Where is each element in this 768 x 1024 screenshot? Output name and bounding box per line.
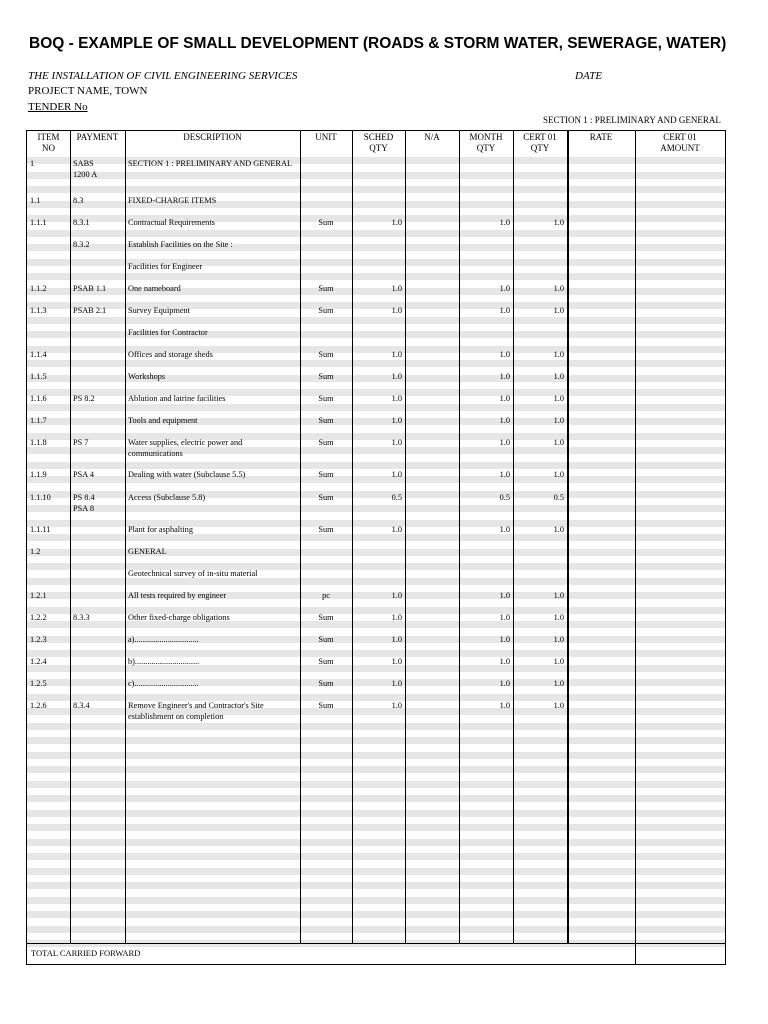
cell-payment: 8.3.3 [73,613,90,622]
cell-description: a)............................... [128,635,199,644]
row-stripe [27,781,725,788]
row-stripe [27,766,725,773]
document-subtitle: THE INSTALLATION OF CIVIL ENGINEERING SERVICES [28,70,298,82]
cell-unit: Sum [318,701,334,710]
cell-description: All tests required by engineer [128,591,227,600]
cell-item: 1.1.11 [30,525,51,534]
cell-unit: Sum [318,218,334,227]
cell-sched-qty: 1.0 [391,525,402,534]
project-name: PROJECT NAME, TOWN [28,85,148,97]
cell-cert-qty: 1.0 [553,218,564,227]
cell-month-qty: 1.0 [499,591,510,600]
cell-cert-qty: 1.0 [553,416,564,425]
row-stripe [27,882,725,889]
column-divider [405,131,406,943]
row-stripe [27,404,725,411]
cell-cert-qty: 1.0 [553,284,564,293]
cell-description: Dealing with water (Subclause 5.5) [128,470,246,479]
cell-payment: 8.3.2 [73,240,90,249]
cell-unit: Sum [318,470,334,479]
cell-payment: PSA 4 [73,470,94,479]
row-stripe [27,317,725,324]
cell-payment: PS 8.4 PSA 8 [73,493,95,513]
cell-payment: PS 8.2 [73,394,95,403]
cell-month-qty: 1.0 [499,613,510,622]
cell-description: Contractual Requirements [128,218,215,227]
cell-month-qty: 1.0 [499,284,510,293]
cell-item: 1.1.4 [30,350,47,359]
cell-month-qty: 1.0 [499,525,510,534]
cell-item: 1.2 [30,547,41,556]
tender-number: TENDER No [28,101,88,113]
cell-sched-qty: 1.0 [391,394,402,403]
row-stripe [27,172,725,179]
cell-item: 1.1 [30,196,41,205]
cell-month-qty: 1.0 [499,306,510,315]
cell-sched-qty: 1.0 [391,657,402,666]
cell-description: Ablution and latrine facilities [128,394,226,403]
boq-table [26,130,726,965]
total-carried-forward: TOTAL CARRIED FORWARD [31,948,141,958]
cell-item: 1.2.4 [30,657,47,666]
row-stripe [27,926,725,933]
cell-item: 1.2.1 [30,591,47,600]
cell-sched-qty: 1.0 [391,218,402,227]
cell-month-qty: 1.0 [499,438,510,447]
cell-cert-qty: 1.0 [553,438,564,447]
column-divider [300,131,301,943]
row-stripe [27,752,725,759]
cell-description: FIXED-CHARGE ITEMS [128,196,217,205]
cell-month-qty: 1.0 [499,635,510,644]
cell-month-qty: 1.0 [499,350,510,359]
cell-description: Other fixed-charge obligations [128,613,230,622]
date-label: DATE [575,70,603,82]
column-header-month-qty: MONTH QTY [469,132,503,153]
cell-cert-qty: 1.0 [553,679,564,688]
cell-sched-qty: 1.0 [391,416,402,425]
row-stripe [27,853,725,860]
cell-unit: Sum [318,679,334,688]
cell-sched-qty: 1.0 [391,679,402,688]
cell-cert-qty: 1.0 [553,372,564,381]
column-header-cert-qty: CERT 01 QTY [523,132,557,153]
cell-month-qty: 1.0 [499,372,510,381]
section-heading: SECTION 1 : PRELIMINARY AND GENERAL [543,115,721,125]
cell-month-qty: 1.0 [499,657,510,666]
cell-month-qty: 1.0 [499,701,510,710]
cell-unit: Sum [318,613,334,622]
cell-item: 1.1.6 [30,394,47,403]
cell-month-qty: 1.0 [499,470,510,479]
row-stripe [27,868,725,875]
cell-cert-qty: 1.0 [553,701,564,710]
cell-unit: Sum [318,284,334,293]
cell-item: 1.1.7 [30,416,47,425]
column-header-cert-amount: CERT 01 AMOUNT [660,132,700,153]
cell-item: 1.2.6 [30,701,47,710]
column-header-payment: PAYMENT [76,132,119,142]
cell-description: Tools and equipment [128,416,198,425]
cell-month-qty: 1.0 [499,394,510,403]
row-stripe [27,230,725,237]
cell-unit: pc [322,591,330,600]
cell-sched-qty: 1.0 [391,372,402,381]
cell-sched-qty: 1.0 [391,701,402,710]
cell-cert-qty: 1.0 [553,306,564,315]
row-stripe [27,505,725,512]
row-stripe [27,839,725,846]
cell-description: SECTION 1 : PRELIMINARY AND GENERAL [128,159,293,168]
cell-cert-qty: 1.0 [553,635,564,644]
cell-unit: Sum [318,657,334,666]
cell-sched-qty: 1.0 [391,438,402,447]
cell-sched-qty: 1.0 [391,306,402,315]
cell-description: Survey Equipment [128,306,190,315]
column-header-item: ITEM NO [37,132,60,153]
cell-description: One nameboard [128,284,181,293]
cell-description: Water supplies, electric power and communications [128,438,243,458]
row-stripe [27,824,725,831]
cell-description: Establish Facilities on the Site : [128,240,233,249]
cell-cert-qty: 0.5 [553,493,564,502]
cell-month-qty: 1.0 [499,679,510,688]
cell-description: Facilities for Contractor [128,328,208,337]
cell-unit: Sum [318,493,334,502]
column-header-unit: UNIT [315,132,337,142]
cell-payment: PSAB 1.1 [73,284,107,293]
cell-sched-qty: 1.0 [391,470,402,479]
cell-cert-qty: 1.0 [553,525,564,534]
column-header-rate: RATE [589,132,613,142]
cell-payment: PS 7 [73,438,89,447]
cell-description: GENERAL [128,547,167,556]
row-stripe [27,795,725,802]
row-stripe [27,534,725,541]
row-stripe [27,723,725,730]
cell-item: 1.1.2 [30,284,47,293]
cell-unit: Sum [318,438,334,447]
cell-sched-qty: 1.0 [391,635,402,644]
cell-item: 1.2.5 [30,679,47,688]
cell-description: Access (Subclause 5.8) [128,493,206,502]
row-stripe [27,462,725,469]
column-divider [70,131,71,943]
column-header-sched-qty: SCHED QTY [363,132,394,153]
cell-cert-qty: 1.0 [553,591,564,600]
cell-month-qty: 1.0 [499,416,510,425]
cell-unit: Sum [318,416,334,425]
cell-item: 1.1.3 [30,306,47,315]
cell-item: 1.2.3 [30,635,47,644]
column-divider [459,131,460,943]
row-stripe [27,810,725,817]
cell-item: 1.1.8 [30,438,47,447]
cell-unit: Sum [318,306,334,315]
cell-payment: PSAB 2.1 [73,306,107,315]
row-stripe [27,911,725,918]
cell-sched-qty: 1.0 [391,591,402,600]
cell-description: Plant for asphalting [128,525,193,534]
column-divider [567,131,569,943]
row-stripe [27,360,725,367]
row-stripe [27,897,725,904]
cell-unit: Sum [318,350,334,359]
cell-cert-qty: 1.0 [553,657,564,666]
cell-payment: 8.3.4 [73,701,90,710]
total-divider [27,943,725,944]
cell-payment: SABS 1200 A [73,159,98,179]
cell-description: c)............................... [128,679,199,688]
cell-description: Workshops [128,372,166,381]
cell-item: 1.1.5 [30,372,47,381]
cell-unit: Sum [318,394,334,403]
cell-cert-qty: 1.0 [553,350,564,359]
cell-description: Facilities for Engineer [128,262,203,271]
cell-sched-qty: 1.0 [391,350,402,359]
cell-item: 1.1.9 [30,470,47,479]
column-header-description: DESCRIPTION [183,132,242,142]
cell-item: 1 [30,159,35,168]
column-divider [125,131,126,943]
column-divider [352,131,353,943]
cell-description: Remove Engineer's and Contractor's Site establishment on completion [128,701,264,721]
cell-unit: Sum [318,525,334,534]
cell-payment: 8.3 [73,196,84,205]
cell-description: Geotechnical survey of in-situ material [128,569,258,578]
column-header-na: N/A [424,132,440,142]
cell-item: 1.1.10 [30,493,51,502]
cell-description: b)............................... [128,657,200,666]
cell-payment: 8.3.1 [73,218,90,227]
row-stripe [27,737,725,744]
cell-description: Offices and storage sheds [128,350,213,359]
cell-sched-qty: 1.0 [391,613,402,622]
document-title: BOQ - EXAMPLE OF SMALL DEVELOPMENT (ROADS & STORM WATER, SEWERAGE, WATER) [29,35,727,52]
row-stripe [27,186,725,193]
row-stripe [27,273,725,280]
cell-item: 1.1.1 [30,218,47,227]
cell-unit: Sum [318,372,334,381]
cell-month-qty: 1.0 [499,218,510,227]
cell-month-qty: 0.5 [499,493,510,502]
cell-sched-qty: 0.5 [391,493,402,502]
cell-cert-qty: 1.0 [553,394,564,403]
cell-sched-qty: 1.0 [391,284,402,293]
cell-unit: Sum [318,635,334,644]
cell-item: 1.2.2 [30,613,47,622]
column-divider [635,131,636,964]
column-divider [513,131,514,943]
cell-cert-qty: 1.0 [553,470,564,479]
cell-cert-qty: 1.0 [553,613,564,622]
